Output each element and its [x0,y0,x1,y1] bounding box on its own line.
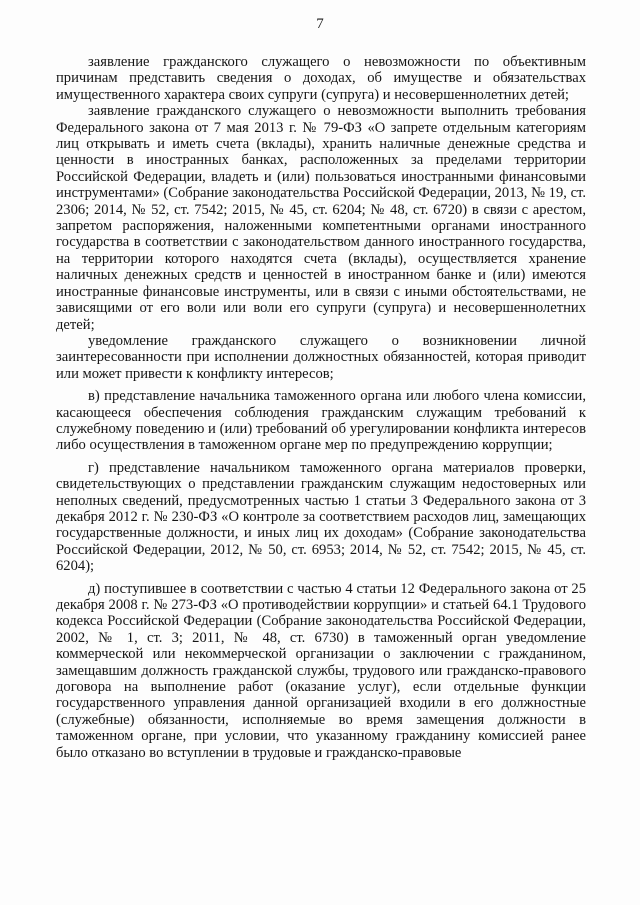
paragraph-statement-foreign-accounts: заявление гражданского служащего о невозможности выполнить требования Федерального закона от 7 мая 2013 г. № 79-ФЗ «О запрете отдельным категориям лиц открывать и иметь счета (вклады), хранить наличные денежные средства и ценности в иностранных банках, расположенных за пределами территории Российской Федерации, владеть и (или) пользоваться иностранными финансовыми инструментами» (Собрание законодательства Российской Федерации, 2013, № 19, ст. 2306; 2014, № 52, ст. 7542; 2015, № 45, ст. 6204; № 48, ст. 6720) в связи с арестом, запретом распоряжения, наложенными компетентными органами иностранного государства в соответствии с законодательством данного иностранного государства, на территории которого находятся счета (вклады), осуществляется хранение наличных денежных средств и ценностей в иностранном банке и (или) имеются иностранные финансовые инструменты, или в связи с иными обстоятельствами, не зависящими от его воли или воли его супруги (супруга) и несовершеннолетних детей; [56,103,586,333]
paragraph-item-d: д) поступившее в соответствии с частью 4 статьи 12 Федерального закона от 25 декабря 2008 г. № 273-ФЗ «О противодействии коррупции» и статьей 64.1 Трудового кодекса Российской Федерации (Собрание законодательства Российской Федерации, 2002, № 1, ст. 3; 2011, № 48, ст. 6730) в таможенный орган уведомление коммерческой или некоммерческой организации о заключении с гражданином, замещавшим должность гражданской службы, трудового или гражданско-правового договора на выполнение работ (оказание услуг), если отдельные функции государственного управления данной организацией входили в его должностные (служебные) обязанности, исполняемые во время замещения должности в таможенном органе, при условии, что указанному гражданину комиссией ранее было отказано во вступлении в трудовые и гражданско-правовые [56,580,586,761]
page-number: 7 [316,16,324,32]
paragraph-item-v: в) представление начальника таможенного органа или любого члена комиссии, касающееся обеспечения соблюдения гражданским служащим требований к служебному поведению и (или) требований об урегулировании конфликта интересов либо осуществления в таможенном органе мер по предупреждению коррупции; [56,388,586,454]
paragraph-item-g: г) представление начальником таможенного органа материалов проверки, свидетельствующих о представлении гражданским служащим недостоверных или неполных сведений, предусмотренных частью 1 статьи 3 Федерального закона от 3 декабря 2012 г. № 230-ФЗ «О контроле за соответствием расходов лиц, замещающих государственные должности, и иных лиц их доходам» (Собрание законодательства Российской Федерации, 2012, № 50, ст. 6953; 2014, № 52, ст. 7542; 2015, № 45, ст. 6204); [56,459,586,575]
paragraph-statement-no-income-info: заявление гражданского служащего о невозможности по объективным причинам представить сведения о доходах, об имуществе и обязательствах имущественного характера своих супруги (супруга) и несовершеннолетних детей; [56,54,586,103]
paragraph-notice-conflict-of-interest: уведомление гражданского служащего о возникновении личной заинтересованности при исполнении должностных обязанностей, которая приводит или может привести к конфликту интересов; [56,332,586,382]
document-body [56,54,586,761]
